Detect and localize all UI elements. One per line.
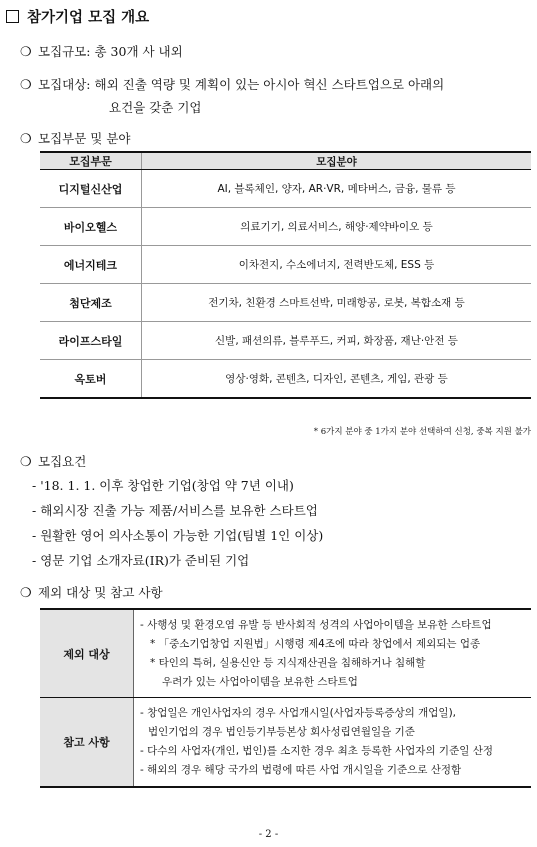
row-line: 법인기업의 경우 법인등기부등본상 회사성립연월일을 기준	[148, 726, 415, 738]
table-row	[40, 698, 531, 788]
row-category: 첨단제조	[40, 284, 142, 322]
row-fields: 신발, 패션의류, 블루푸드, 커피, 화장품, 재난·안전 등	[142, 322, 532, 360]
table-header-row	[40, 152, 531, 170]
table-row	[40, 284, 531, 322]
row-line: * 타인의 특허, 실용신안 등 지식재산권을 침해하거나 침해할	[150, 656, 426, 669]
row-body	[134, 698, 532, 788]
table-row	[40, 170, 531, 208]
requirement-item: - '18. 1. 1. 이후 창업한 기업(창업 약 7년 이내)	[32, 478, 294, 493]
row-category: 바이오헬스	[40, 208, 142, 246]
row-line: * 「중소기업창업 지원법」시행령 제4조에 따라 창업에서 제외되는 업종	[150, 637, 481, 650]
bullet-scale	[20, 42, 183, 60]
target-label: 모집대상:	[38, 77, 91, 92]
scale-text: 총 30개 사 내외	[94, 44, 183, 59]
requirement-text: 영문 기업 소개자료(IR)가 준비된 기업	[40, 553, 250, 568]
requirement-text: 해외시장 진출 가능 제품/서비스를 보유한 스타트업	[40, 503, 318, 518]
row-body	[134, 609, 532, 698]
table-note: * 6가지 분야 중 1가지 분야 선택하여 신청, 중복 지원 불가	[313, 427, 531, 437]
bullet-requirements	[20, 452, 86, 470]
row-line: - 창업일은 개인사업자의 경우 사업개시일(사업자등록증상의 개업일),	[140, 707, 457, 719]
row-fields: 이차전지, 수소에너지, 전력반도체, ESS 등	[142, 246, 532, 284]
requirement-text: '18. 1. 1. 이후 창업한 기업(창업 약 7년 이내)	[40, 478, 294, 493]
row-category: 에너지테크	[40, 246, 142, 284]
circle-bullet-icon: ❍	[20, 132, 32, 147]
row-category: 디지털신산업	[40, 170, 142, 208]
requirement-item: - 영문 기업 소개자료(IR)가 준비된 기업	[32, 553, 250, 568]
checkbox-icon	[6, 10, 19, 23]
scale-label: 모집규모:	[38, 44, 91, 59]
section-title	[6, 6, 149, 27]
row-line: - 사행성 및 환경오염 유발 등 반사회적 성격의 사업아이템을 보유한 스타트업	[140, 618, 492, 631]
target-line1: 해외 진출 역량 및 계획이 있는 아시아 혁신 스타트업으로 아래의	[94, 77, 445, 92]
header-category: 모집부문	[40, 152, 142, 170]
circle-bullet-icon: ❍	[20, 586, 32, 601]
bullet-target	[20, 75, 444, 93]
circle-bullet-icon: ❍	[20, 45, 32, 60]
bullet-exclusions	[20, 583, 163, 601]
section-title-text: 참가기업 모집 개요	[27, 9, 150, 26]
fields-heading: 모집부문 및 분야	[38, 131, 131, 146]
fields-table	[40, 151, 531, 399]
page-number: - 2 -	[258, 829, 279, 840]
row-fields: 전기차, 친환경 스마트선박, 미래항공, 로봇, 복합소재 등	[142, 284, 532, 322]
target-line2: 요건을 갖춘 기업	[109, 100, 202, 115]
row-fields: 영상·영화, 콘텐츠, 디자인, 콘텐츠, 게임, 관광 등	[142, 360, 532, 399]
table-row	[40, 208, 531, 246]
row-fields: AI, 블록체인, 양자, AR·VR, 메타버스, 금융, 물류 등	[142, 170, 532, 208]
exclusions-table	[40, 608, 531, 788]
row-label: 제외 대상	[40, 609, 134, 698]
row-category: 라이프스타일	[40, 322, 142, 360]
header-fields: 모집분야	[142, 152, 532, 170]
table-row	[40, 322, 531, 360]
bullet-fields	[20, 129, 130, 147]
requirement-item: - 해외시장 진출 가능 제품/서비스를 보유한 스타트업	[32, 503, 318, 518]
table-row	[40, 360, 531, 399]
row-line: - 다수의 사업자(개인, 법인)를 소지한 경우 최초 등록한 사업자의 기준일 산정	[140, 745, 493, 757]
circle-bullet-icon: ❍	[20, 455, 32, 470]
table-row	[40, 609, 531, 698]
row-line: 우려가 있는 사업아이템을 보유한 스타트업	[162, 675, 358, 688]
circle-bullet-icon: ❍	[20, 78, 32, 93]
requirement-item: - 원활한 영어 의사소통이 가능한 기업(팀별 1인 이상)	[32, 528, 324, 543]
exclusions-heading: 제외 대상 및 참고 사항	[38, 585, 163, 600]
table-row	[40, 246, 531, 284]
requirements-heading: 모집요건	[38, 454, 87, 469]
requirement-text: 원활한 영어 의사소통이 가능한 기업(팀별 1인 이상)	[40, 528, 324, 543]
row-line: - 해외의 경우 해당 국가의 법령에 따른 사업 개시일을 기준으로 산정함	[140, 764, 462, 776]
row-label: 참고 사항	[40, 698, 134, 788]
row-category: 옥토버	[40, 360, 142, 399]
row-fields: 의료기기, 의료서비스, 해양·제약바이오 등	[142, 208, 532, 246]
